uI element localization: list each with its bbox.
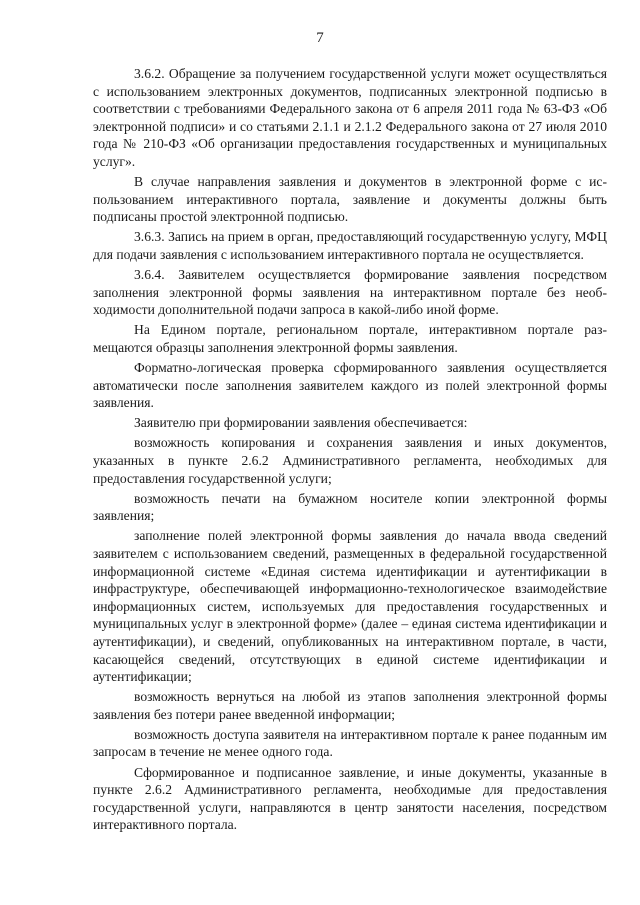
paragraph-electronic-signature: В случае направления заявления и документов в электронной форме с использованием интерактивного портала, заявление и документы должны быть подписаны простой электронной подписью.: [93, 174, 607, 225]
list-item-access-requests: возможность доступа заявителя на интерактивном портале к ранее поданным им запросам в течение не менее одного года.: [93, 726, 607, 760]
list-item-return-to-step: возможность вернуться на любой из этапов заполнения электронной формы заявления без потери ранее введенной информации;: [93, 689, 607, 722]
paragraph-sample-forms: На Едином портале, региональном портале, интерактивном портале размещаются образцы заполнения электронной формы заявления.: [93, 322, 607, 355]
list-item-copy-save: возможность копирования и сохранения заявления и иных документов, указанных в пункте 2.6.2 Административного регламента, необходимых для предоставления государственной услуги;: [93, 435, 607, 486]
list-item-autofill: заполнение полей электронной формы заявления до начала ввода сведений заявителем с использованием сведений, размещенных в федеральной государственной информационной системе «Единая система идентификации и аутентификации в инфраструктуре, обеспечивающей информационно-технологическое взаимодействие информационных систем, используемых для предоставления государственных и муниципальных услуг в электронной форме» (далее – единая система идентификации и аутентификации), и сведений, опубликованных на интерактивном портале, в части, касающейся сведений, отсутствующих в единой системе идентификации и аутентификации;: [93, 528, 607, 685]
list-item-print: возможность печати на бумажном носителе копии электронной формы заявления;: [93, 490, 607, 524]
page-number: 7: [316, 30, 324, 46]
paragraph-3-6-3: 3.6.3. Запись на прием в орган, предоставляющий государственную услугу, МФЦ для подачи заявления с использованием интерактивного портала не осуществляется.: [93, 229, 607, 262]
paragraph-format-check: Форматно-логическая проверка сформированного заявления осуществляется автоматически после заполнения заявителем каждого из полей электронной формы заявления.: [93, 360, 607, 411]
paragraph-3-6-4: 3.6.4. Заявителем осуществляется формирование заявления посредством заполнения электронной формы заявления на интерактивном портале без необходимости дополнительной подачи запроса в какой-либо иной форме.: [93, 267, 607, 318]
paragraph-submission: Сформированное и подписанное заявление, и иные документы, указанные в пункте 2.6.2 Административного регламента, необходимые для предоставления государственной услуги, направляются в центр занятости населения, посредством интерактивного портала.: [93, 764, 607, 833]
paragraph-3-6-2: 3.6.2. Обращение за получением государственной услуги может осуществляться с использованием электронных документов, подписанных электронной подписью в соответствии с требованиями Федерального закона от 6 апреля 2011 года № 63-ФЗ «Об электронной подписи» и со статьями 2.1.1 и 2.1.2 Федерального закона от 27 июля 2010 года № 210-ФЗ «Об организации предоставления государственных и муниципальных услуг».: [93, 66, 607, 169]
document-body: [93, 65, 607, 836]
paragraph-provided-intro: Заявителю при формировании заявления обеспечивается:: [134, 415, 468, 431]
